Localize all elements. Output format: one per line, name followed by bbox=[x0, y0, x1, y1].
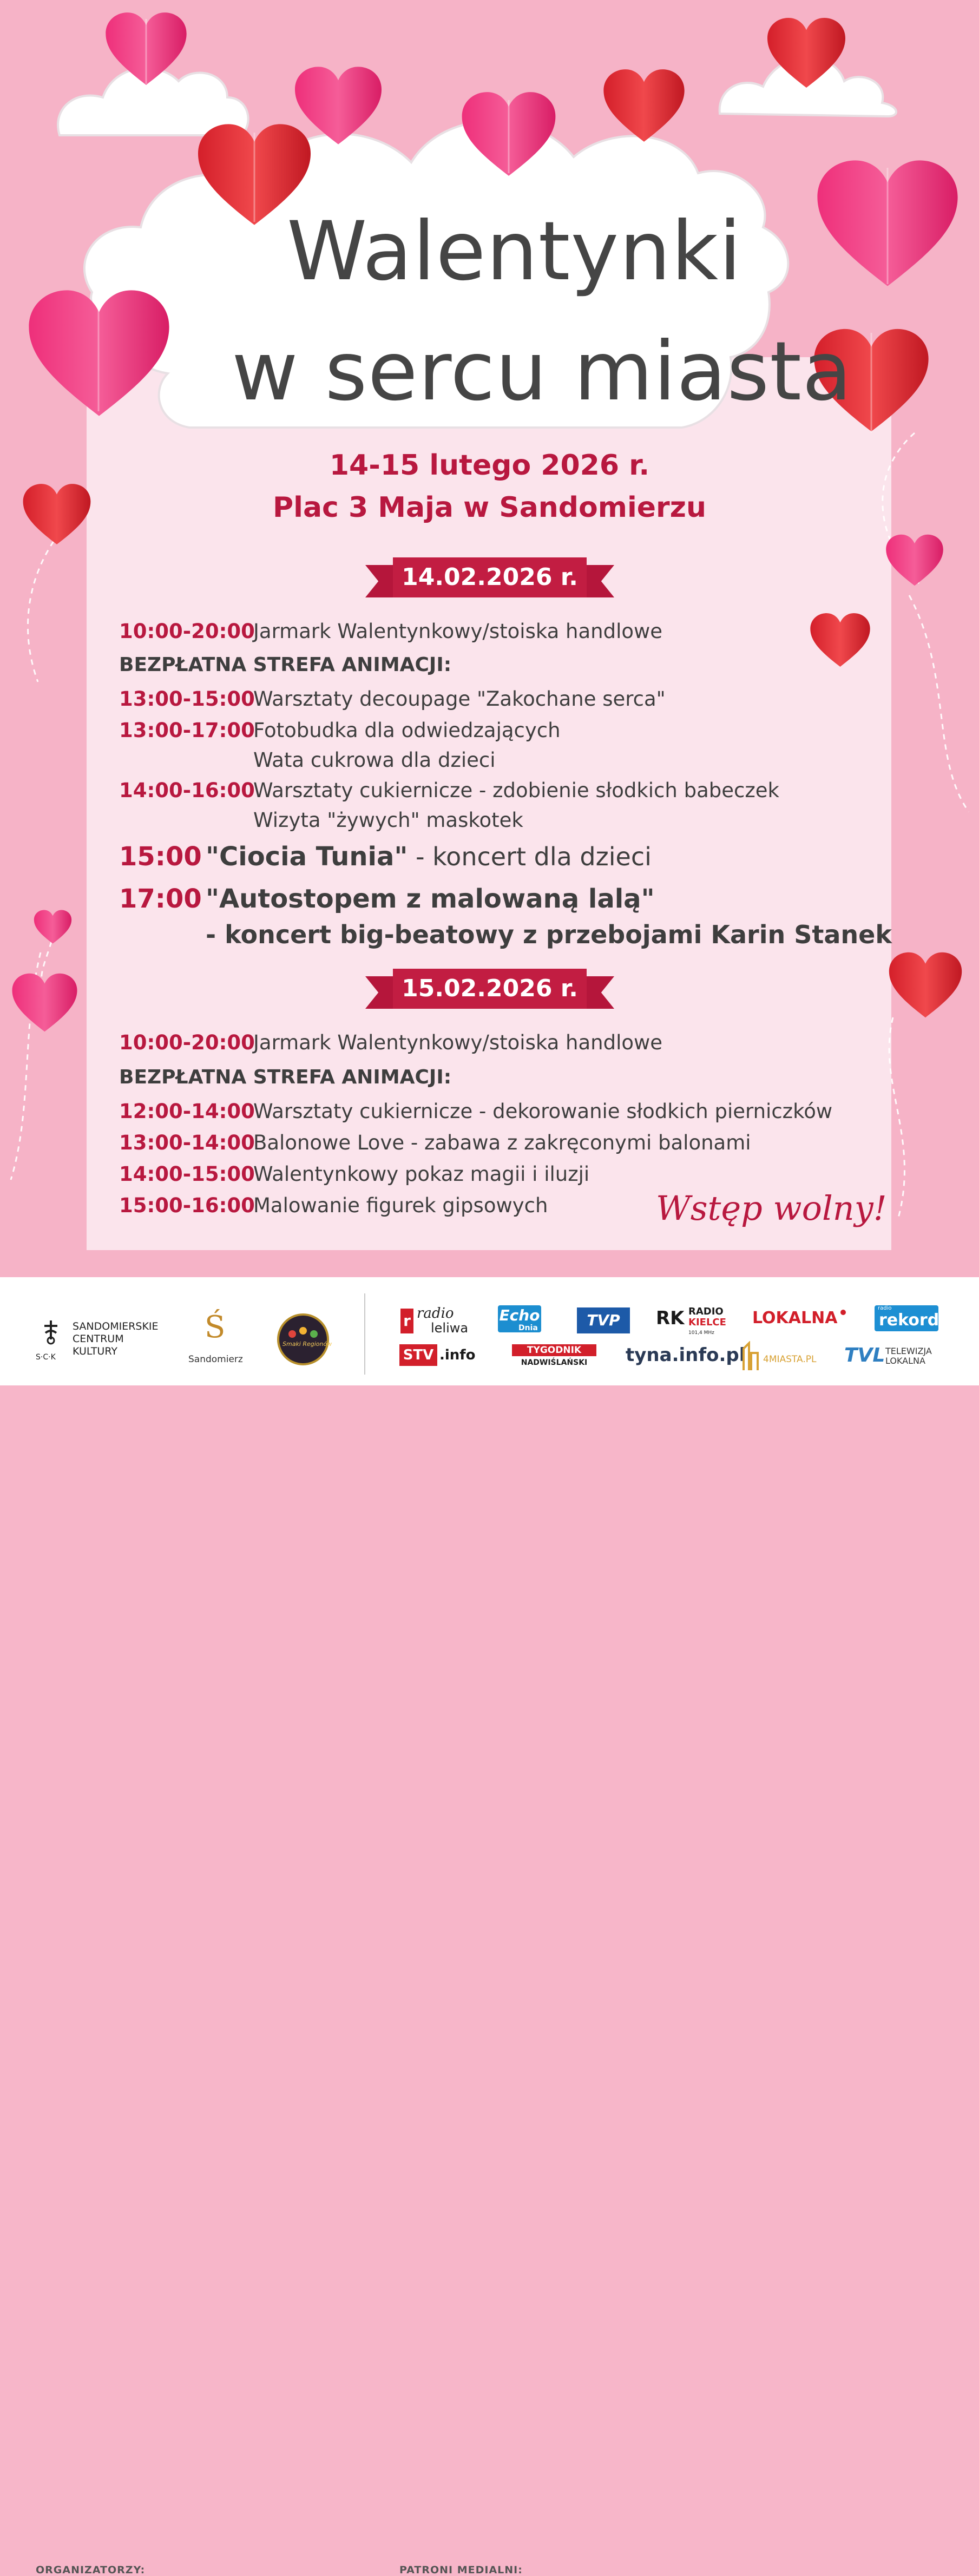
radio-kielce-line-1: RADIO bbox=[688, 1306, 724, 1317]
day1-market-row bbox=[119, 620, 662, 643]
description: Malowanie figurek gipsowych bbox=[253, 1194, 548, 1217]
sandomierz-crest-icon: Ś bbox=[205, 1310, 226, 1345]
radio-kielce-freq: 101,4 MHz bbox=[688, 1330, 714, 1336]
radio-kielce-name bbox=[688, 1306, 726, 1328]
sck-logo-icon bbox=[35, 1318, 67, 1350]
day2-date-ribbon bbox=[0, 969, 979, 1017]
time: 10:00-20:00 bbox=[119, 620, 255, 643]
day2-item-row bbox=[119, 1194, 548, 1217]
concert-desc-line: - koncert big-beatowy z przebojami Karin Stanek bbox=[206, 920, 892, 949]
echo-top: Echo bbox=[499, 1306, 540, 1324]
day1-item-continuation: Wizyta "żywych" maskotek bbox=[253, 809, 523, 832]
day1-date: 14.02.2026 r. bbox=[393, 557, 587, 597]
description: Balonowe Love - zabawa z zakręconymi balonami bbox=[253, 1131, 751, 1154]
sck-line-1: SANDOMIERSKIE bbox=[73, 1320, 159, 1332]
time: 14:00-15:00 bbox=[119, 1162, 255, 1186]
time: 15:00-16:00 bbox=[119, 1194, 255, 1217]
smaki-regionow-logo-icon bbox=[276, 1312, 330, 1366]
day1-zone-heading: BEZPŁATNA STREFA ANIMACJI: bbox=[119, 654, 452, 676]
day2-item-row bbox=[119, 1162, 589, 1186]
radio-kielce-mark-icon: RK bbox=[656, 1307, 685, 1329]
time: 12:00-14:00 bbox=[119, 1100, 255, 1123]
echo-bottom: Dnia bbox=[518, 1324, 538, 1332]
stv-suffix: .info bbox=[439, 1347, 476, 1363]
radio-kielce-line-2: KIELCE bbox=[688, 1317, 726, 1328]
day1-date-ribbon bbox=[0, 557, 979, 606]
rekord-top: radio bbox=[878, 1305, 892, 1311]
event-dates: 14-15 lutego 2026 r. bbox=[329, 449, 650, 482]
description: Fotobudka dla odwiedzających bbox=[253, 719, 561, 742]
title-line-1: Walentynki bbox=[287, 205, 742, 299]
tyna-logo: tyna.info.pl bbox=[626, 1344, 746, 1366]
concert-row bbox=[119, 842, 652, 872]
lokalna-logo: LOKALNA bbox=[752, 1309, 838, 1328]
title-line-2: w sercu miasta bbox=[232, 325, 852, 419]
tvl-line-1: TELEWIZJA bbox=[885, 1346, 932, 1356]
concert-title: "Ciocia Tunia" bbox=[206, 842, 408, 872]
concert-title: "Autostopem z malowaną lalą" bbox=[206, 884, 655, 914]
smaki-regionow-text: Smaki Regionów bbox=[282, 1340, 332, 1348]
tvl-line-2: LOKALNA bbox=[885, 1356, 925, 1366]
description: Warsztaty cukiernicze - dekorowanie słodkich pierniczków bbox=[253, 1100, 833, 1123]
day1-item-row bbox=[119, 779, 779, 802]
free-entry-note: Wstęp wolny! bbox=[656, 1188, 887, 1228]
day2-zone-heading: BEZPŁATNA STREFA ANIMACJI: bbox=[119, 1066, 452, 1088]
media-patrons-label: PATRONI MEDIALNI: bbox=[399, 2564, 523, 2576]
description: Jarmark Walentynkowy/stoiska handlowe bbox=[253, 620, 663, 643]
4miasta-text: 4MIASTA.PL bbox=[763, 1354, 817, 1365]
tvp-logo: TVP bbox=[577, 1307, 630, 1333]
organizers-label: ORGANIZATORZY: bbox=[36, 2564, 146, 2576]
tvl-mark: TVL bbox=[844, 1344, 885, 1366]
radio-leliwa-mark-icon: r bbox=[400, 1309, 413, 1333]
description: Walentynkowy pokaz magii i iluzji bbox=[253, 1162, 590, 1186]
footer-divider bbox=[364, 1293, 365, 1375]
day2-market-row bbox=[119, 1031, 662, 1054]
day1-item-row bbox=[119, 719, 561, 742]
stv-mark: STV bbox=[399, 1344, 437, 1366]
description: Jarmark Walentynkowy/stoiska handlowe bbox=[253, 1031, 663, 1054]
time: 10:00-20:00 bbox=[119, 1031, 255, 1054]
concert-time: 15:00 bbox=[119, 842, 202, 872]
concert-desc: - koncert dla dzieci bbox=[408, 842, 652, 871]
radio-leliwa-bottom: leliwa bbox=[431, 1320, 469, 1336]
day1-item-continuation: Wata cukrowa dla dzieci bbox=[253, 748, 496, 772]
sck-name bbox=[73, 1320, 159, 1358]
day2-item-row bbox=[119, 1131, 751, 1154]
rekord-main: rekord bbox=[879, 1311, 939, 1330]
tygodnik-line-1: TYGODNIK bbox=[512, 1344, 596, 1356]
description: Warsztaty decoupage "Zakochane serca" bbox=[253, 687, 666, 711]
time: 13:00-17:00 bbox=[119, 719, 255, 742]
description: Warsztaty cukiernicze - zdobienie słodkich babeczek bbox=[253, 779, 779, 802]
sck-abbr: S·C·K bbox=[36, 1353, 56, 1362]
time: 14:00-16:00 bbox=[119, 779, 255, 802]
radio-leliwa-top: radio bbox=[417, 1305, 454, 1322]
sck-line-3: KULTURY bbox=[73, 1345, 117, 1357]
concert-time: 17:00 bbox=[119, 884, 202, 914]
time: 13:00-15:00 bbox=[119, 687, 255, 711]
day1-item-row bbox=[119, 687, 666, 711]
4miasta-mark-icon bbox=[741, 1341, 761, 1371]
time: 13:00-14:00 bbox=[119, 1131, 255, 1154]
sandomierz-name: Sandomierz bbox=[188, 1354, 243, 1365]
concert-row bbox=[119, 884, 655, 914]
tvl-name bbox=[885, 1346, 932, 1366]
tygodnik-line-2: NADWIŚLAŃSKI bbox=[521, 1358, 588, 1367]
event-place: Plac 3 Maja w Sandomierzu bbox=[273, 491, 706, 524]
day2-date: 15.02.2026 r. bbox=[393, 969, 587, 1009]
sck-line-2: CENTRUM bbox=[73, 1333, 124, 1345]
poster bbox=[0, 0, 979, 1277]
day2-item-row bbox=[119, 1100, 832, 1123]
lokalna-dot-icon bbox=[840, 1310, 846, 1315]
